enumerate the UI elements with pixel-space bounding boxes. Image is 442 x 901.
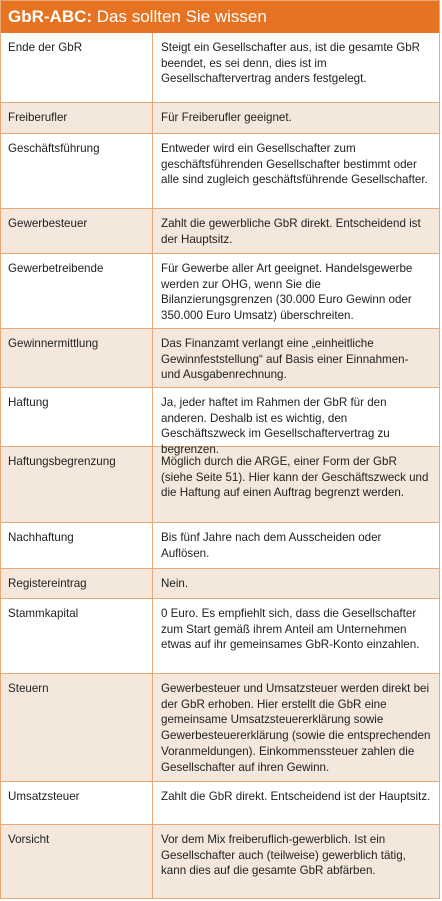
term-cell: Umsatzsteuer (1, 782, 153, 824)
glossary-table (1, 33, 439, 899)
title-bold: GbR-ABC: (8, 7, 93, 26)
table-row (1, 388, 439, 457)
box-title (1, 1, 439, 33)
table-row (1, 782, 439, 825)
description-cell: Bis fünf Jahre nach dem Ausscheiden oder Auflösen. (161, 531, 382, 560)
term-cell: Gewinnermittlung (1, 329, 153, 387)
description-cell: Ja, jeder haftet im Rahmen der GbR für den anderen. Deshalb ist es wichtig, den Geschäftszweck im Gesellschaftervertrag zu begrenzen. (161, 396, 390, 457)
table-row (1, 103, 439, 134)
description-cell: Möglich durch die ARGE, einer Form der GbR (siehe Seite 51). Hier kann der Geschäftszweck und die Haftung auf einen Auftrag begrenzt werden. (161, 455, 429, 500)
table-row (1, 33, 439, 103)
table-row (1, 329, 439, 388)
title-rest: Das sollten Sie wissen (92, 7, 267, 26)
table-row (1, 254, 439, 329)
description-cell: Entweder wird ein Gesellschafter zum geschäftsführenden Gesellschafter bestimmt oder alle sind zugleich geschäftsführende Gesellschafter. (161, 142, 428, 187)
table-row (1, 599, 439, 674)
description-cell: Zahlt die GbR direkt. Entscheidend ist der Hauptsitz. (161, 790, 431, 803)
table-row (1, 674, 439, 782)
table-row (1, 523, 439, 569)
term-cell: Gewerbesteuer (1, 209, 153, 253)
table-row (1, 569, 439, 599)
description-cell: Gewerbesteuer und Umsatzsteuer werden direkt bei der GbR erhoben. Hier erstellt die GbR eine gemeinsame Umsatzsteuererklärung sowie Gewerbesteuererklärung (sowie die entsprechenden Voranmeldungen). Einkommenssteuer zahlen die Gesellschafter auf ihren Gewinn. (161, 682, 431, 774)
term-cell: Haftungsbegrenzung (1, 447, 153, 522)
description-cell: Steigt ein Gesellschafter aus, ist die gesamte GbR beendet, es sei denn, dies ist im Gesellschaftervertrag anders festgelegt. (161, 41, 421, 86)
term-cell: Haftung (1, 388, 153, 446)
description-cell: Das Finanzamt verlangt eine „einheitliche Gewinnfeststellung“ auf Basis einer Einnahmen- und Ausgabenrechnung. (161, 337, 409, 382)
description-cell: 0 Euro. Es empfiehlt sich, dass die Gesellschafter zum Start gemäß ihrem Anteil am Unternehmen etwas auf ihr gemeinsames GbR-Konto einzahlen. (161, 607, 420, 652)
term-cell: Registereintrag (1, 569, 153, 598)
description-cell: Für Gewerbe aller Art geeignet. Handelsgewerbe werden zur OHG, wenn Sie die Bilanzierungsgrenzen (30.000 Euro Gewinn oder 350.000 Euro Umsatz) überschreiten. (161, 262, 413, 323)
table-row (1, 825, 439, 899)
table-row (1, 134, 439, 209)
term-cell: Stammkapital (1, 599, 153, 673)
term-cell: Steuern (1, 674, 153, 781)
term-cell: Geschäftsführung (1, 134, 153, 208)
table-row (1, 447, 439, 523)
description-cell: Nein. (161, 577, 189, 590)
description-cell: Zahlt die gewerbliche GbR direkt. Entscheidend ist der Hauptsitz. (161, 217, 421, 246)
term-cell: Vorsicht (1, 825, 153, 899)
term-cell: Nachhaftung (1, 523, 153, 568)
description-cell: Vor dem Mix freiberuflich-gewerblich. Ist ein Gesellschafter auch (teilweise) gewerblich tätig, kann dies auf die gesamte GbR abfärben. (161, 833, 406, 878)
table-row (1, 209, 439, 254)
term-cell: Ende der GbR (1, 33, 153, 102)
term-cell: Freiberufler (1, 103, 153, 133)
description-cell: Für Freiberufler geeignet. (161, 111, 292, 124)
term-cell: Gewerbetreibende (1, 254, 153, 328)
